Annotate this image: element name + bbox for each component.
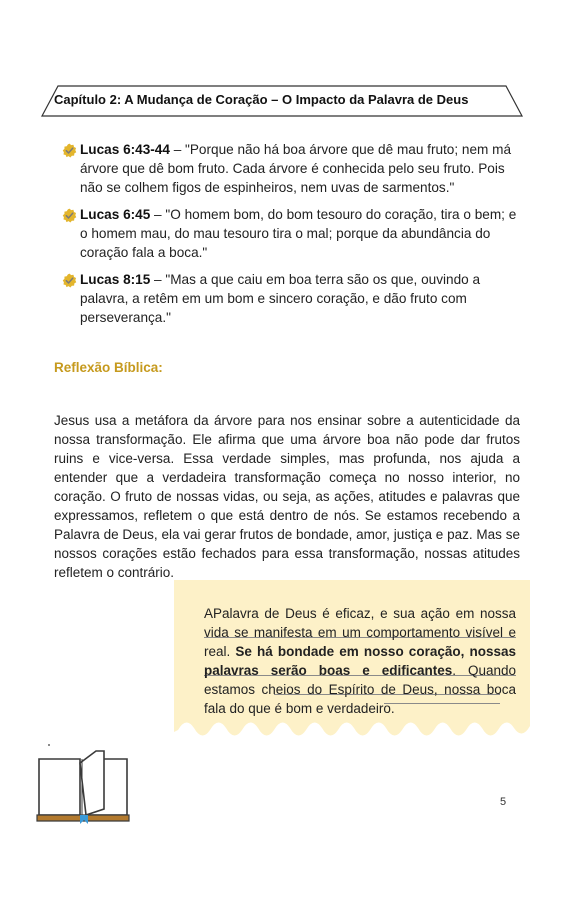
note-text-part: . Quando estamos cheios do Espírito de Deus, nossa boca fala do que é bom e verdadeiro.	[204, 663, 516, 716]
verse-item	[62, 140, 524, 197]
check-badge-icon	[62, 208, 77, 223]
verse-list	[62, 140, 524, 335]
page-number: 5	[500, 796, 507, 808]
verse-text: – "O homem bom, do bom tesouro do coração, tira o bem; e o homem mau, do mau tesouro tira o mal; porque da abundância do coração fala a boca."	[80, 207, 517, 260]
verse-reference: Lucas 6:43-44	[80, 142, 170, 157]
header-frame	[0, 0, 576, 140]
open-book-icon	[36, 749, 130, 825]
verse-item	[62, 270, 524, 327]
decorative-dot	[48, 744, 50, 746]
reflection-paragraph: Jesus usa a metáfora da árvore para nos ensinar sobre a autenticidade da nossa transformação. Ele afirma que uma árvore boa não pode dar frutos ruins e vice-versa. Essa verdade simples, mas profunda, nos ajuda a entender que a verdadeira transformação começa no nosso interior, no coração. O fruto de nossas vidas, ou seja, as ações, atitudes e palavras que expressamos, refletem o que está dentro de nós. Se estamos recebendo a Palavra de Deus, ela vai gerar frutos de bondade, amor, justiça e paz. Mas se nossos corações estão fechados para essa transformação, nossas atitudes refletem o contrário.	[54, 413, 520, 580]
verse-text: – "Mas a que caiu em boa terra são os que, ouvindo a palavra, a retêm em um bom e sincero coração, e dão fruto com perseverança."	[80, 272, 481, 325]
chapter-header	[0, 0, 576, 140]
note-text	[204, 604, 516, 718]
check-badge-icon	[62, 143, 77, 158]
chapter-title: Capítulo 2: A Mudança de Coração – O Impacto da Palavra de Deus	[54, 92, 469, 107]
check-badge-icon	[62, 273, 77, 288]
verse-text: – "Porque não há boa árvore que dê mau fruto; nem má árvore que dê bom fruto. Cada árvore é conhecida pelo seu fruto. Pois não se colhem figos de espinheiros, nem uvas de sarmentos."	[80, 142, 512, 195]
sticky-note	[174, 580, 530, 750]
note-text-bold: Se há bondade em nosso coração, nossas palavras serão boas e edificantes	[204, 644, 516, 678]
verse-reference: Lucas 6:45	[80, 207, 151, 222]
note-text-part: APalavra de Deus é eficaz, e sua ação em nossa vida se manifesta em um comportamento visível e real.	[204, 606, 516, 659]
reflection-heading: Reflexão Bíblica:	[54, 360, 163, 375]
verse-reference: Lucas 8:15	[80, 272, 151, 287]
verse-item	[62, 205, 524, 262]
